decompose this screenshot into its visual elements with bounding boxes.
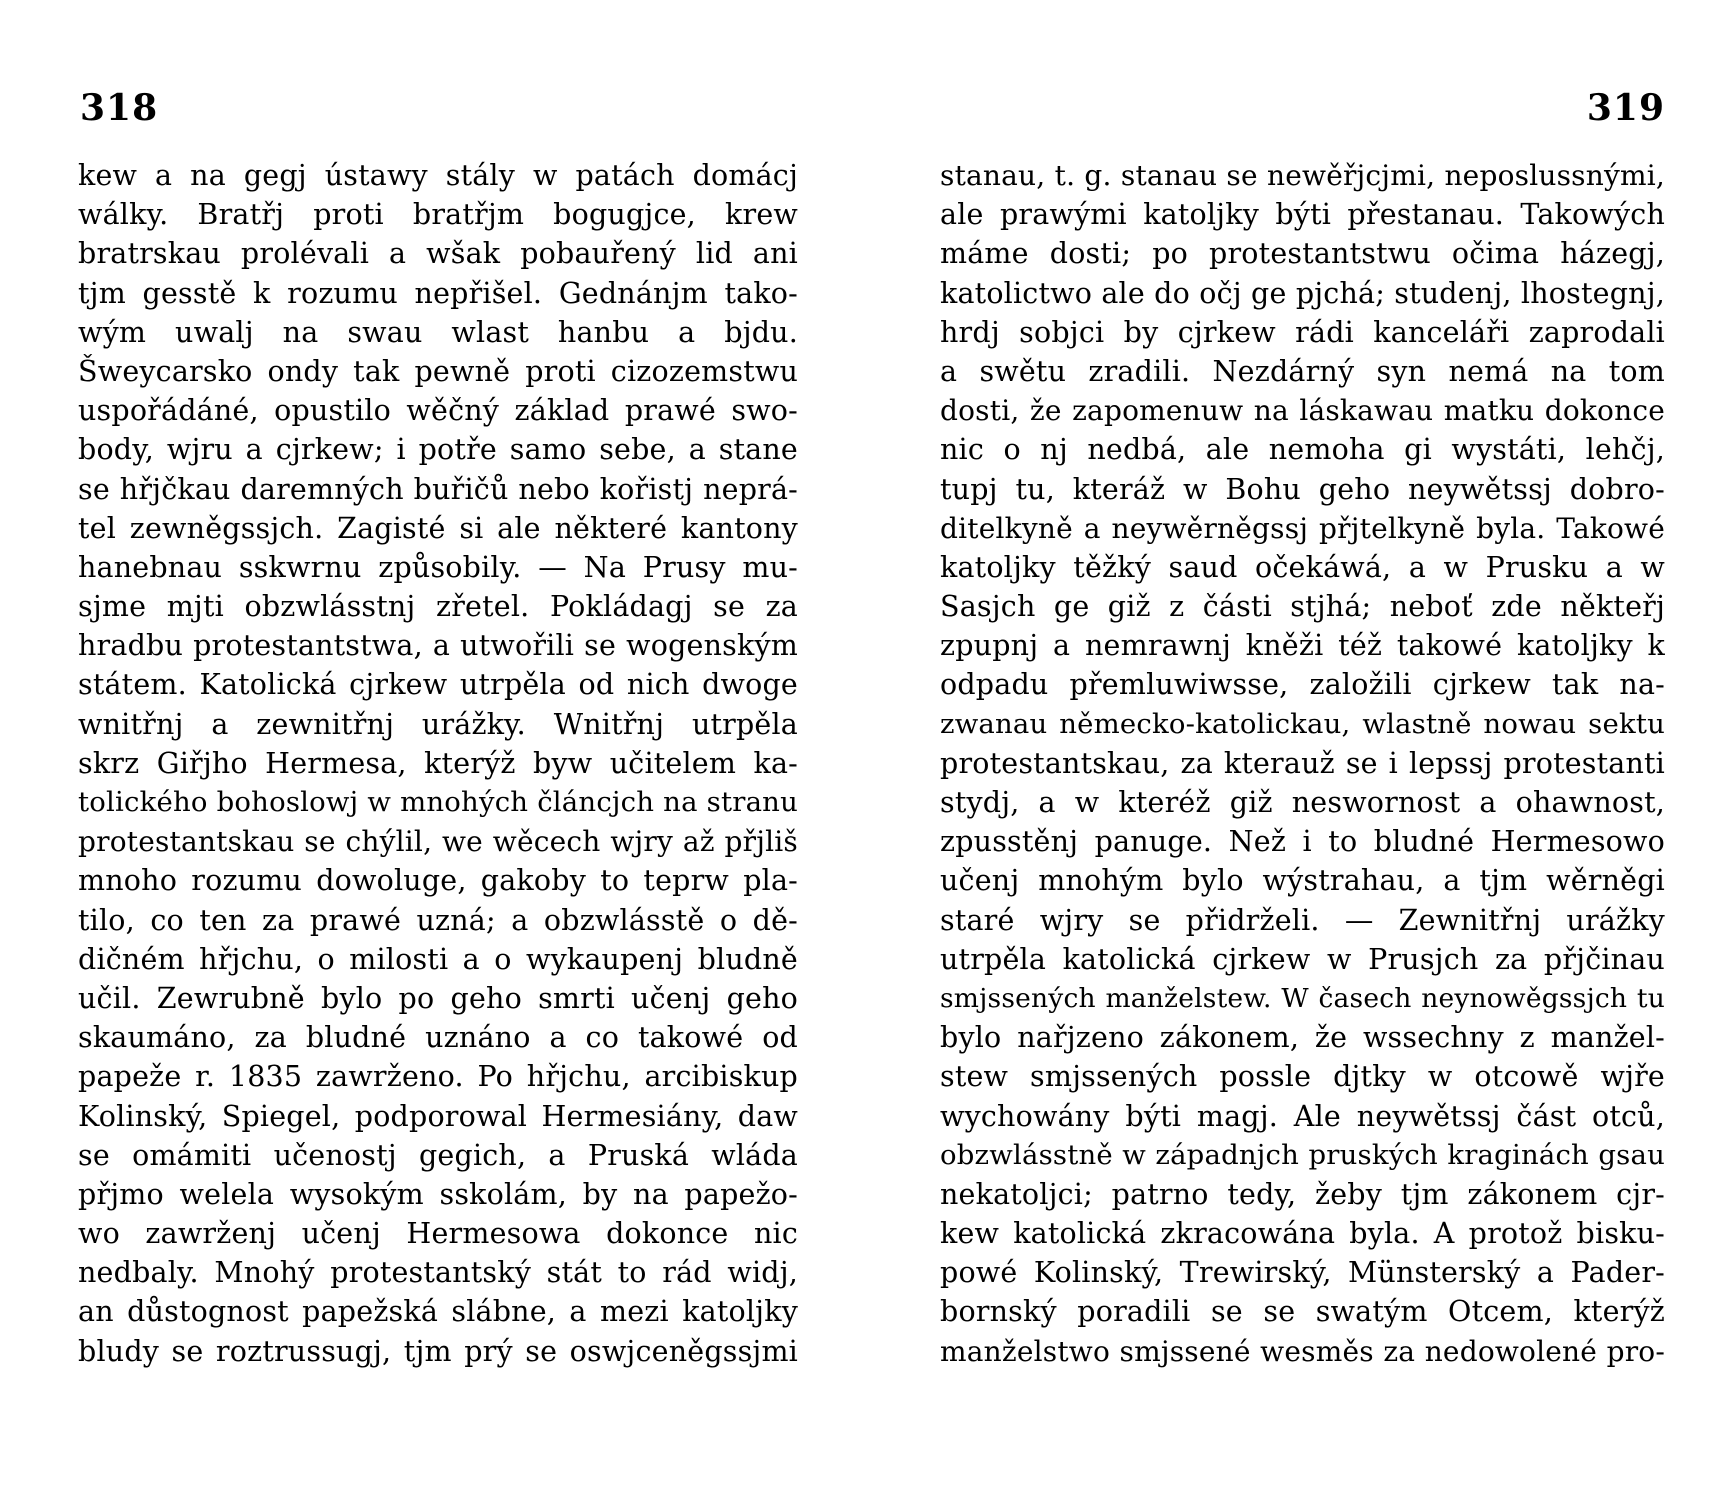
right-page-text (940, 156, 1665, 1371)
text-line: Šweycarsko ondy tak pewně proti cizozemstwu (78, 354, 798, 388)
text-line: wým uwalj na swau wlast hanbu a bjdu. (78, 315, 798, 349)
text-line: nekatoljci; patrno tedy, žeby tjm zákonem cjr- (940, 1177, 1665, 1211)
text-line: wálky. Bratřj proti bratřjm bogugjce, krew (78, 198, 798, 232)
text-line: bornský poradili se se swatým Otcem, kterýž (940, 1295, 1665, 1329)
text-line: wnitřnj a zewnitřnj urážky. Wnitřnj utrpěla (78, 707, 798, 741)
text-line: bludy se roztrussugj, tjm prý se oswjceněgssjmi (78, 1334, 798, 1368)
text-line: protestantskau se chýlil, we wěcech wjry až přjliš (78, 825, 798, 859)
text-line: papeže r. 1835 zawrženo. Po hřjchu, arcibiskup (78, 1060, 798, 1094)
text-line: zpusstěnj panuge. Než i to bludné Hermesowo (940, 825, 1665, 859)
text-line: učenj mnohým bylo wýstrahau, a tjm wěrněgi (940, 864, 1665, 898)
text-line: obzwlásstně w západnjch pruských kraginách gsau (940, 1138, 1665, 1171)
text-line: ditelkyně a neywěrněgssj přjtelkyně byla. Takowé (940, 511, 1665, 545)
text-line: tel zewněgssjch. Zagisté si ale některé kantony (78, 511, 798, 545)
text-line: dičném hřjchu, o milosti a o wykaupenj bludně (78, 942, 798, 976)
text-line: učil. Zewrubně bylo po geho smrti učenj geho (78, 981, 798, 1015)
text-line: protestantskau, za kterauž se i lepssj protestanti (940, 746, 1665, 780)
text-line: tupj tu, kteráž w Bohu geho neywětssj dobro- (940, 472, 1665, 506)
text-line: tilo, co ten za prawé uzná; a obzwlásstě o dě- (78, 903, 798, 937)
text-line: se omámiti učenostj gegich, a Pruská wláda (78, 1138, 798, 1172)
text-line: máme dosti; po protestantstwu očima házegj, (940, 237, 1665, 271)
text-line: powé Kolinský, Trewirský, Münsterský a Pader- (940, 1256, 1665, 1290)
page-number-right: 319 (1586, 87, 1665, 129)
text-line: stydj, a w kteréž giž neswornost a ohawnost, (940, 786, 1665, 819)
text-line: bylo nařjzeno zákonem, že wssechny z manžel- (940, 1021, 1665, 1055)
text-line: a swětu zradili. Nezdárný syn nemá na tom (940, 354, 1665, 388)
text-line: body, wjru a cjrkew; i potře samo sebe, a stane (78, 433, 798, 467)
text-line: an důstognost papežská slábne, a mezi katoljky (78, 1295, 798, 1329)
text-line: kew a na gegj ústawy stály w patách domácj (78, 159, 798, 192)
text-line: smjssených manželstew. W časech neynowěgssjch tu (940, 982, 1665, 1014)
text-line: katolictwo ale do očj ge pjchá; studenj, lhostegnj, (940, 276, 1665, 310)
text-line: uspořádáné, opustilo wěčný základ prawé swo- (78, 394, 798, 428)
text-line: manželstwo smjssené wesměs za nedowolené pro- (940, 1334, 1665, 1368)
text-line: wychowány býti magj. Ale neywětssj část otců, (940, 1099, 1665, 1133)
text-line: dosti, že zapomenuw na láskawau matku dokonce (940, 394, 1665, 428)
text-line: tolického bohoslowj w mnohých článcjch na stranu (78, 786, 798, 818)
text-line: stanau, t. g. stanau se newěřjcjmi, neposlussnými, (940, 159, 1665, 192)
left-page-text (78, 156, 798, 1371)
text-line: mnoho rozumu dowoluge, gakoby to teprw pla- (78, 864, 798, 898)
text-line: tjm gesstě k rozumu nepřišel. Gednánjm tako- (78, 276, 798, 310)
text-line: Kolinský, Spiegel, podporowal Hermesiány, daw (78, 1099, 798, 1133)
text-line: nic o nj nedbá, ale nemoha gi wystáti, lehčj, (940, 433, 1665, 467)
text-line: se hřjčkau daremných buřičů nebo kořistj neprá- (78, 472, 798, 506)
text-line: sjme mjti obzwlásstnj zřetel. Pokládagj se za (78, 590, 798, 624)
text-line: zwanau německo-katolickau, wlastně nowau sektu (940, 707, 1665, 740)
text-line: odpadu přemluwiwsse, založili cjrkew tak na- (940, 668, 1665, 702)
text-line: Sasjch ge giž z části stjhá; neboť zde někteřj (940, 590, 1665, 624)
text-line: nedbaly. Mnohý protestantský stát to rád widj, (78, 1256, 798, 1290)
text-line: státem. Katolická cjrkew utrpěla od nich dwoge (78, 668, 798, 702)
text-line: wo zawrženj učenj Hermesowa dokonce nic (78, 1217, 798, 1251)
text-line: stew smjssených possle djtky w otcowě wjře (940, 1060, 1665, 1094)
text-line: ale prawými katoljky býti přestanau. Takowých (940, 198, 1665, 232)
page-number-left: 318 (80, 87, 159, 129)
left-page (78, 0, 798, 1500)
text-line: katoljky těžký saud očekáwá, a w Prusku a w (940, 550, 1665, 584)
text-line: staré wjry se přidrželi. — Zewnitřnj urážky (940, 903, 1665, 937)
text-line: hanebnau sskwrnu způsobily. — Na Prusy mu- (78, 550, 798, 584)
text-line: hradbu protestantstwa, a utwořili se wogenským (78, 629, 798, 663)
right-page (940, 0, 1665, 1500)
text-line: skrz Giřjho Hermesa, kterýž byw učitelem ka- (78, 746, 798, 780)
text-line: kew katolická zkracowána byla. A protož bisku- (940, 1217, 1665, 1251)
text-line: skaumáno, za bludné uznáno a co takowé od (78, 1021, 798, 1055)
text-line: hrdj sobjci by cjrkew rádi kanceláři zaprodali (940, 315, 1665, 349)
text-line: utrpěla katolická cjrkew w Prusjch za přjčinau (940, 942, 1665, 976)
text-line: zpupnj a nemrawnj kněži též takowé katoljky k (940, 629, 1665, 663)
text-line: bratrskau prolévali a wšak pobauřený lid ani (78, 237, 798, 271)
text-line: přjmo welela wysokým sskolám, by na papežo- (78, 1177, 798, 1211)
